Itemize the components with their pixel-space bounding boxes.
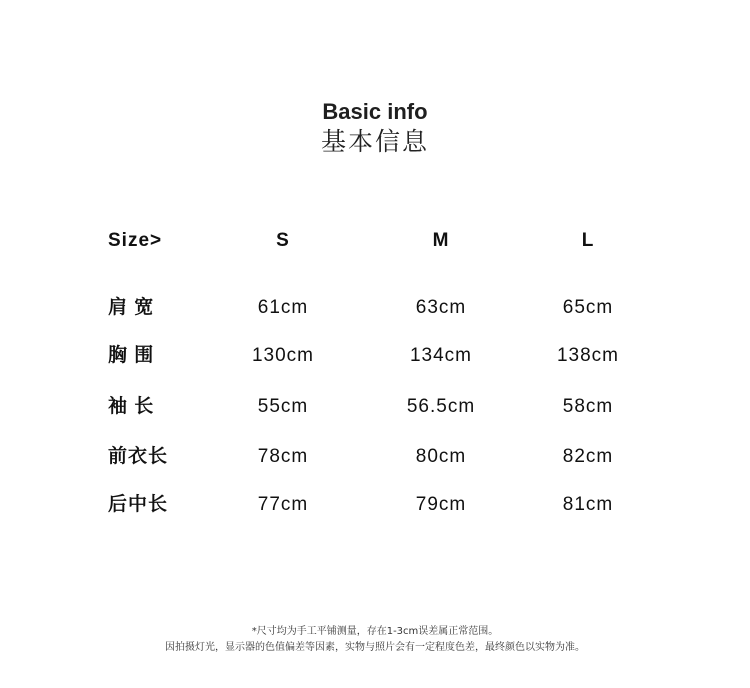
size-header-m: M [432, 230, 450, 251]
value-m: 56.5cm [406, 396, 476, 417]
value-m: 134cm [409, 345, 473, 366]
value-m: 63cm [415, 297, 467, 318]
table-row-chest [0, 341, 750, 371]
value-s: 55cm [257, 396, 309, 417]
section-header [0, 98, 750, 158]
value-m: 80cm [415, 446, 467, 467]
size-header-l: L [581, 230, 595, 251]
title-english: Basic info [322, 99, 428, 124]
table-row-back-length [0, 490, 750, 520]
size-header-label: Size> [108, 230, 163, 251]
value-l: 138cm [556, 345, 620, 366]
note-line-1: *尺寸均为手工平铺测量，存在1-3cm误差属正常范围。 [251, 626, 499, 637]
row-label: 袖 长 [108, 396, 155, 417]
row-label: 胸 围 [108, 345, 155, 366]
value-s: 77cm [257, 494, 309, 515]
value-s: 61cm [257, 297, 309, 318]
value-s: 130cm [251, 345, 315, 366]
value-l: 82cm [562, 446, 614, 467]
value-l: 58cm [562, 396, 614, 417]
table-row-front-length [0, 442, 750, 472]
row-label: 肩 宽 [108, 297, 155, 318]
title-chinese: 基本信息 [320, 127, 429, 156]
value-m: 79cm [415, 494, 467, 515]
measurement-note [0, 624, 750, 656]
size-header-row [0, 226, 750, 256]
row-label: 后中长 [108, 494, 169, 515]
table-row-sleeve [0, 392, 750, 422]
table-row-shoulder [0, 293, 750, 323]
value-l: 65cm [562, 297, 614, 318]
value-s: 78cm [257, 446, 309, 467]
row-label: 前衣长 [108, 446, 169, 467]
size-header-s: S [276, 230, 290, 251]
note-line-2: 因拍摄灯光，显示器的色值偏差等因素，实物与照片会有一定程度色差，最终颜色以实物为准。 [165, 642, 585, 653]
value-l: 81cm [562, 494, 614, 515]
